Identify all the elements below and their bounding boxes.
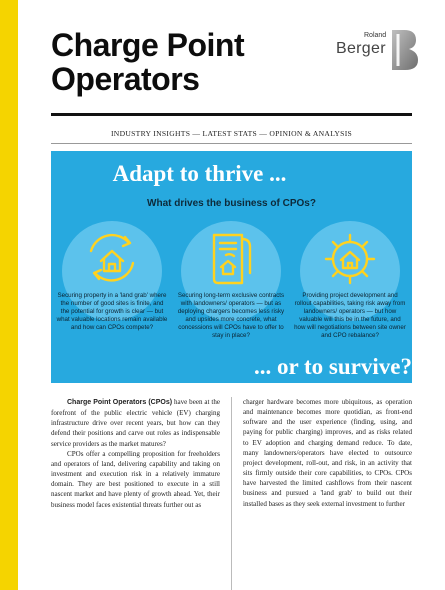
column-divider xyxy=(231,397,232,590)
house-cycle-icon xyxy=(77,229,147,289)
panel-heading: Adapt to thrive ... xyxy=(112,161,287,186)
title-line-1: Charge Point xyxy=(51,27,245,63)
contract-house-icon xyxy=(196,229,266,289)
logo-b-mark-icon xyxy=(392,30,418,70)
panel-footer-heading: ... or to survive? xyxy=(253,354,412,379)
caption-1: Securing property in a 'land grab' where the number of good sites is finite, and the potential for growth is clear — but what valuable locations remain available and how can CPOs compete? xyxy=(56,292,168,332)
article-paragraph-1-text: have been at the forefront of the public electric vehicle (EV) charging infrastructure drive over recent years, but how can they defend their positions and carve out roles as indispensable service providers as the market matures? xyxy=(51,398,220,448)
article-column-1 xyxy=(51,397,220,510)
infographic-panel xyxy=(51,151,412,383)
page-title xyxy=(51,28,291,96)
article-paragraph-1 xyxy=(51,397,220,449)
caption-3: Providing project development and rollout capabilities, taking risk away from landowners/ operators — but how valuable will this be in the future, and how will negotiations between site owner and CPO rebalance? xyxy=(294,292,406,340)
tagline: INDUSTRY INSIGHTS — LATEST STATS — OPINION & ANALYSIS xyxy=(110,129,353,138)
house-gear-icon xyxy=(315,229,385,289)
caption-2: Securing long-term exclusive contracts with landowners/ operators — but as deploying chargers becomes less risky and upsides more concrete, what concessions will CPOs have to offer to stay in place? xyxy=(177,292,285,340)
panel-question: What drives the business of CPOs? xyxy=(147,198,316,209)
article-paragraph-3: charger hardware becomes more ubiquitous, as operation and maintenance becomes more quotidian, as front-end software and the user experience (finding, using, and paying for public charging) improves, and as risks related to EV adoption and charging demand reduce. To date, many landowners/operators have elected to outsource project development, roll-out, and risk, in an activity that sits firmly outside their core capabilities, to CPOs. CPOs have harvested the limited cashflows from their nascent business and pursued a 'land grab' to build out their installed bases as they seek external investment to further xyxy=(243,398,412,508)
logo-small-text: Roland xyxy=(364,32,387,39)
title-line-2: Operators xyxy=(51,61,200,97)
article-lead: Charge Point Operators (CPOs) xyxy=(67,399,173,406)
header-rule xyxy=(51,113,412,116)
article-paragraph-2: CPOs offer a compelling proposition for freeholders and operators of land, delivering capability and taking on investment and execution risk in a relatively immature domain. They are best positioned to execute in a still nascent market and have plenty of growth ahead. Yet, their business model faces existential threats further out as xyxy=(51,449,220,509)
article-column-2 xyxy=(243,397,412,509)
tagline-rule xyxy=(51,143,412,144)
yellow-accent-bar xyxy=(0,0,18,590)
roland-berger-logo xyxy=(336,30,416,70)
logo-big-text: Berger xyxy=(336,40,386,57)
